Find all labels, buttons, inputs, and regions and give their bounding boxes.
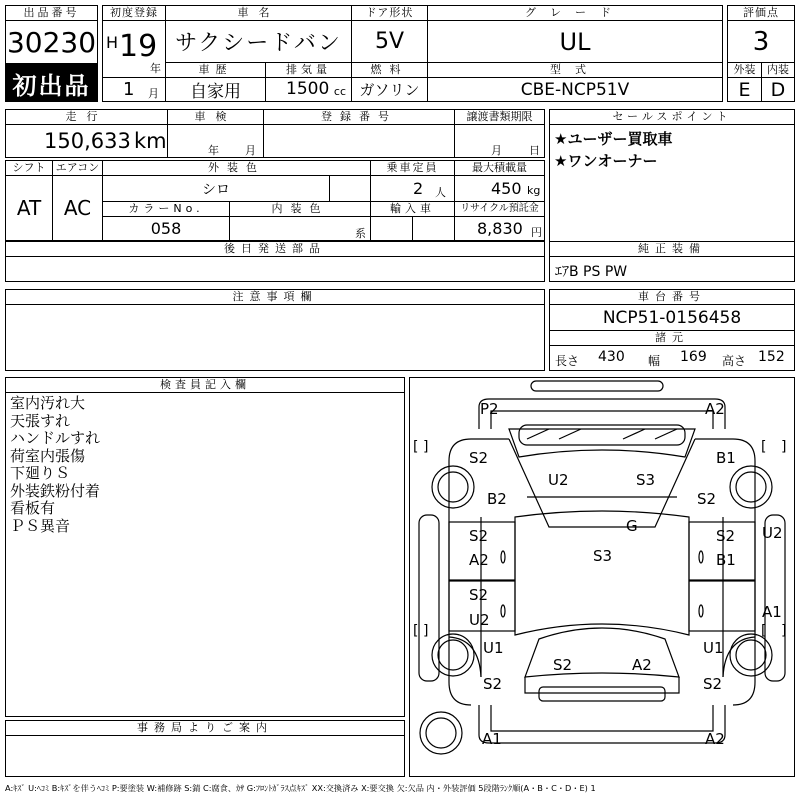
inspection-month-unit: 月 [245, 144, 256, 157]
svg-text:[: [ [413, 439, 419, 455]
svg-text:]: ] [781, 439, 787, 455]
svg-text:]: ] [423, 623, 429, 639]
inspector-box [5, 392, 405, 717]
inspector-note: 外装鉄粉付着 [10, 481, 101, 500]
reg-month: 1 [123, 79, 135, 100]
mark-g-windshield: G [626, 517, 638, 535]
ext-color-extra [329, 175, 371, 202]
vehicle-history: 自家用 [165, 77, 266, 102]
mark-a2-front-right: A2 [705, 400, 725, 418]
capacity: 2 [413, 179, 424, 198]
ext-color-header: 外装色 [102, 160, 371, 176]
mark-s2-front-left-fender: S2 [469, 449, 489, 467]
inspector-header: 検査員記入欄 [5, 377, 405, 393]
reg-year: 19 [119, 29, 158, 64]
mark-b1-right-front-door: B1 [716, 551, 736, 569]
first-listing-badge: 初出品 [5, 64, 98, 102]
spec-width-label: 幅 [648, 354, 661, 368]
capacity-unit: 人 [435, 186, 446, 199]
mark-s2-left-rear-door: S2 [469, 586, 489, 604]
mileage-cell [5, 124, 168, 158]
mark-a2-rear-glass-right: A2 [632, 656, 652, 674]
spec-length-label: 長さ [555, 354, 580, 368]
reg-no-header: 登録番号 [263, 109, 455, 125]
office-header: 事務局よりご案内 [5, 720, 405, 736]
sales-point: ★ワンオーナー [554, 152, 658, 170]
exterior-header: 外装 [727, 62, 762, 78]
shift-header: シフト [5, 160, 53, 176]
aircon-header: エアコン [52, 160, 103, 176]
mark-a2-left-front-door: A2 [469, 551, 489, 569]
max-load: 450 [491, 179, 522, 198]
mark-s2-rear-glass-left: S2 [553, 656, 573, 674]
import-cell-1 [370, 216, 413, 241]
era: H [106, 33, 119, 52]
capacity-cell [370, 175, 455, 202]
mark-s3-hood: S3 [636, 471, 656, 489]
inspector-note: ハンドルすれ [10, 429, 101, 447]
transfer-deadline-header: 譲渡書類期限 [454, 109, 545, 125]
displacement-cell [265, 77, 352, 102]
later-parts-header: 後日発送部品 [5, 241, 545, 257]
fuel-header: 燃料 [351, 62, 428, 78]
max-load-cell [454, 175, 545, 202]
interior-header: 内装 [761, 62, 795, 78]
specs-box [549, 345, 795, 371]
mark-s2-right-rear-quarter: S2 [703, 675, 723, 693]
later-parts-box [5, 256, 545, 282]
overall-score: 3 [727, 20, 795, 63]
svg-text:[: [ [761, 623, 767, 639]
model-name: サクシードバン [165, 20, 352, 63]
import-cell-2 [412, 216, 455, 241]
ext-color: シロ [102, 175, 330, 202]
displacement: 1500 [286, 79, 330, 99]
max-load-unit: kg [527, 184, 541, 197]
specs-header: 諸元 [549, 330, 795, 346]
history-header: 車歴 [165, 62, 266, 78]
fuel: ガソリン [351, 77, 428, 102]
mark-b1-front-right-fender: B1 [716, 449, 736, 467]
mark-s2-right-pillar: S2 [697, 490, 717, 508]
color-no: 058 [102, 216, 230, 241]
mileage-unit: km [134, 129, 167, 153]
equipment-box [549, 256, 795, 282]
lot-number: 30230 [5, 20, 98, 64]
inspector-note: 室内汚れ大 [10, 394, 86, 412]
spec-width: 169 [680, 349, 707, 365]
transfer-day-unit: 日 [529, 144, 540, 157]
lot-no-header: 出品番号 [5, 5, 98, 21]
mileage: 150,633 [44, 129, 131, 153]
color-no-header: カラーNo. [102, 201, 230, 217]
chassis-no-header: 車台番号 [549, 289, 795, 305]
mark-u2-right-edge: U2 [762, 524, 783, 542]
exterior-grade: E [727, 77, 762, 102]
inspector-note: ＰＳ異音 [10, 516, 71, 535]
inspector-note: 荷室内張傷 [10, 446, 86, 465]
car-diagram [409, 377, 795, 777]
model-code-header: 型式 [427, 62, 723, 78]
inspection-header: 車検 [167, 109, 264, 125]
mileage-header: 走行 [5, 109, 168, 125]
displacement-unit: cc [333, 85, 346, 98]
transfer-deadline-cell [454, 124, 545, 158]
model-code: CBE-NCP51V [427, 77, 723, 102]
spec-height: 152 [758, 349, 785, 365]
spec-length: 430 [598, 349, 625, 365]
svg-text:[: [ [761, 439, 767, 455]
sales-point: ★ユーザー買取車 [554, 130, 673, 148]
inspection-cell [167, 124, 264, 158]
svg-text:[: [ [413, 623, 419, 639]
capacity-header: 乗車定員 [370, 160, 455, 176]
int-color-suffix: 系 [355, 227, 366, 240]
mark-s2-left-front-door: S2 [469, 527, 489, 545]
equipment: ｴｱB PS PW [555, 264, 628, 280]
sales-points-box [549, 124, 795, 242]
displacement-header: 排気量 [265, 62, 352, 78]
first-reg-month-cell [102, 77, 166, 102]
mark-a1-right-edge: A1 [762, 603, 782, 621]
recycle-header: リサイクル預託金 [454, 201, 545, 217]
recycle-fee: 8,830 [477, 219, 523, 238]
grade-header: グレード [427, 5, 723, 21]
recycle-cell [454, 216, 545, 241]
first-reg-header: 初度登録 [102, 5, 166, 21]
svg-text:]: ] [423, 439, 429, 455]
model-name-header: 車名 [165, 5, 352, 21]
mark-b2-left-pillar: B2 [487, 490, 507, 508]
equipment-header: 純正装備 [549, 241, 795, 257]
mark-s2-right-front-door: S2 [716, 527, 736, 545]
recycle-unit: 円 [531, 226, 542, 239]
max-load-header: 最大積載量 [454, 160, 545, 176]
year-unit: 年 [150, 62, 161, 75]
chassis-no: NCP51-0156458 [549, 304, 795, 331]
transfer-month-unit: 月 [491, 144, 502, 157]
notes-box [5, 304, 545, 371]
import-header: 輸入車 [370, 201, 455, 217]
score-header: 評価点 [727, 5, 795, 21]
mark-a2-rear-bumper: A2 [705, 730, 725, 748]
int-color-cell [229, 216, 371, 241]
inspector-note: 下廻りＳ [10, 464, 71, 482]
mark-s2-left-rear-quarter: S2 [483, 675, 503, 693]
grade: UL [427, 20, 723, 63]
int-color-header: 内装色 [229, 201, 371, 217]
office-box [5, 735, 405, 777]
mark-u2-hood: U2 [548, 471, 569, 489]
aircon: AC [52, 175, 103, 241]
legend: A:ｷｽﾞ U:ﾍｺﾐ B:ｷｽﾞを伴うﾍｺﾐ P:要塗装 W:補修跡 S:錆 C:腐食、ｶｻ G:ﾌﾛﾝﾄｶﾞﾗｽ点ｷｽﾞ XX:交換済み X:要交換 欠:欠品 内・外装評価 5段階ﾗﾝｸ順(A・B・C・D・E) 1 [5, 783, 596, 793]
reg-no-cell [263, 124, 455, 158]
mark-u1-right-rear: U1 [703, 639, 724, 657]
notes-header: 注意事項欄 [5, 289, 545, 305]
mark-p2-front-left: P2 [480, 400, 499, 418]
mark-s3-roof: S3 [593, 547, 613, 565]
inspector-note: 天張すれ [10, 411, 71, 430]
shift: AT [5, 175, 53, 241]
mark-a1-rear-bumper: A1 [482, 730, 502, 748]
spec-height-label: 高さ [722, 354, 747, 368]
mark-u1-left-rear: U1 [483, 639, 504, 657]
door-type: 5V [351, 20, 428, 63]
svg-text:]: ] [781, 623, 787, 639]
interior-grade: D [761, 77, 795, 102]
inspection-year-unit: 年 [208, 144, 219, 157]
inspector-note: 看板有 [10, 499, 56, 517]
door-header: ドア形状 [351, 5, 428, 21]
sales-points-header: セールスポイント [549, 109, 795, 125]
first-reg-year-cell [102, 20, 166, 78]
month-unit: 月 [148, 87, 159, 100]
mark-u2-left-rear-door: U2 [469, 611, 490, 629]
